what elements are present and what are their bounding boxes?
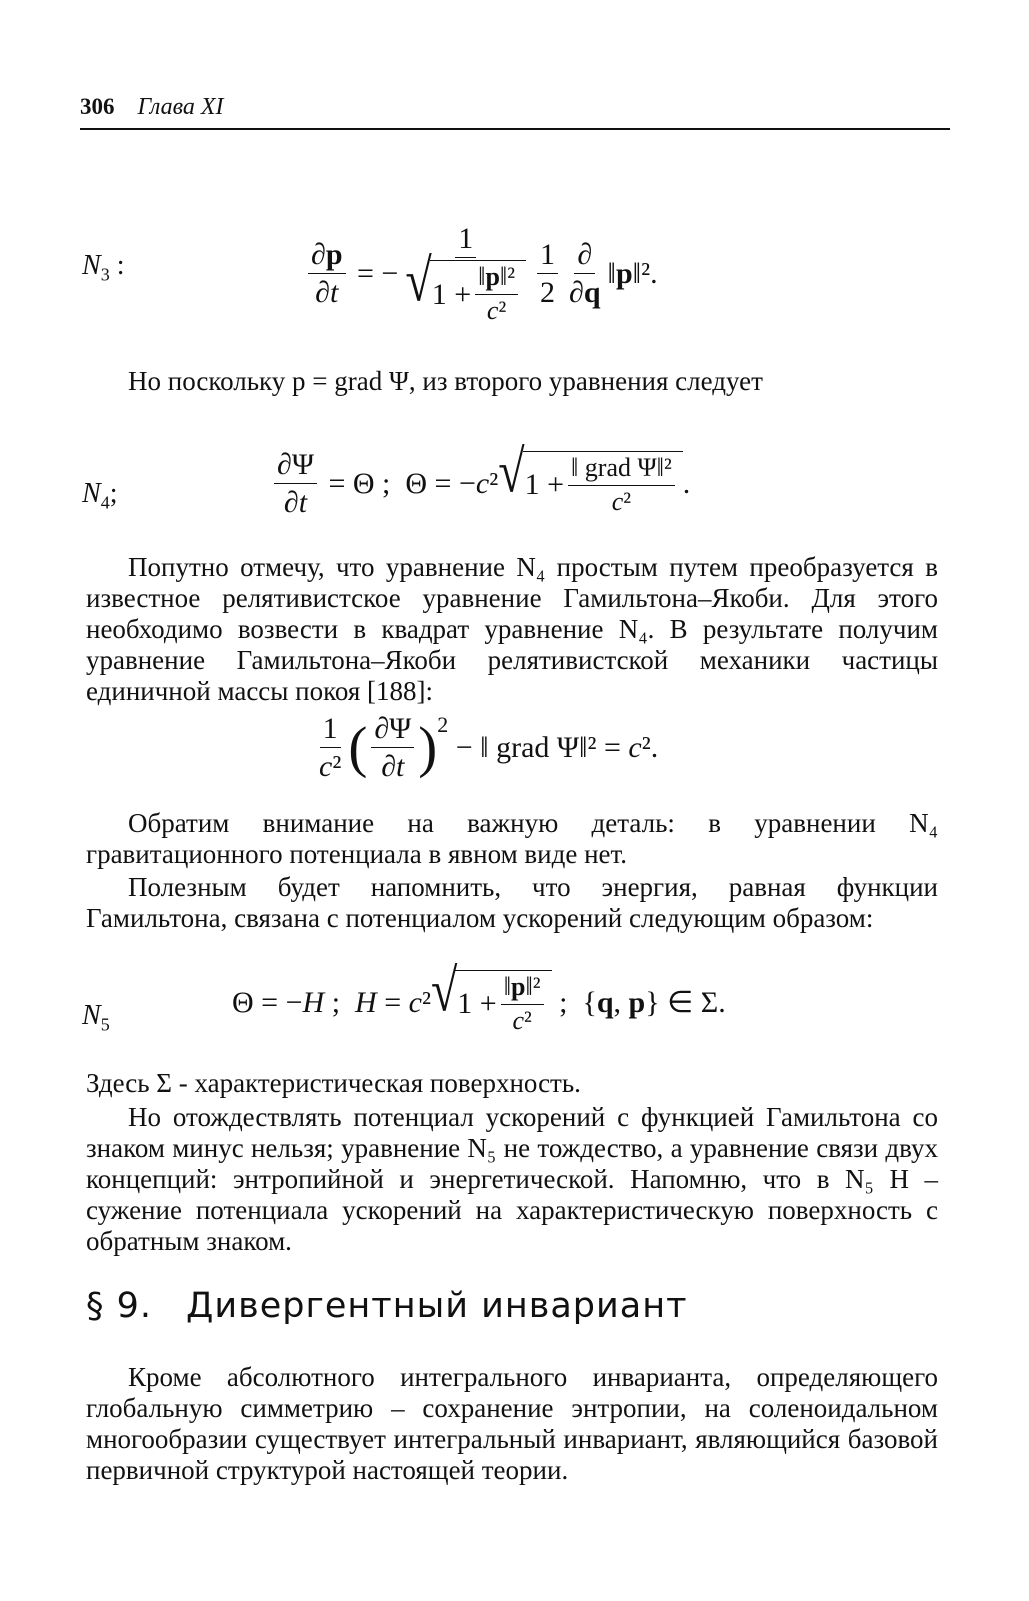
equation-n5: Θ = −H ; H = c² √ 1 + $\frac{\text{‖p‖²}}{\text{c²}}$ ; {q, p} ∈ Σ.: [232, 958, 726, 1035]
paragraph-4: Полезным будет напомнить, что энергия, равная функции Гамильтона, связана с потенциалом ускорений следующим образом:: [86, 872, 938, 933]
equation-label-n4: $N_4$;: [82, 478, 118, 513]
chapter-title: Глава XI: [137, 94, 224, 120]
paragraph-7: Кроме абсолютного интегрального инварианта, определяющего глобальную симметрию – сохранение энтропии, на соленоидальном многообразии существует интегральный инвариант, являющийся базовой первичной структурой настоящей теории.: [86, 1362, 938, 1485]
equation-label-n3: $N_3$ :: [82, 250, 125, 285]
paragraph-5: Здесь Σ - характеристическая поверхность.: [86, 1068, 581, 1098]
equation-hamilton-jacobi: $\frac{1}{\text{c²}}$ ( $\frac{\partial\Psi}{\partial t}$ ) 2 − ‖ grad Ψ‖² = c².: [319, 712, 659, 783]
running-head: [80, 94, 950, 130]
equation-n3: $\frac{\partial p}{\partial t}$ = − 1 √ 1 + $\frac{\text{‖p‖²}}{\text{c²}}$ $\frac{1}{2}$ $\frac{\partial}{\partial q}$ ‖p‖².: [304, 222, 658, 325]
equation-label-n5: $N_5$: [82, 1000, 110, 1035]
section-number: § 9.: [86, 1286, 153, 1326]
section-title: Дивергентный инвариант: [186, 1286, 688, 1326]
paragraph-3: Обратим внимание на важную деталь: в уравнении N₄ гравитационного потенциала в явном виде нет.: [86, 808, 938, 869]
paragraph-1: Но поскольку p = grad Ψ, из второго уравнения следует: [128, 366, 763, 396]
paragraph-6: Но отождествлять потенциал ускорений с функцией Гамильтона со знаком минус нельзя; уравнение N₅ не тождество, а уравнение связи двух концепций: энтропийной и энергетической. Напомню, что в N₅ H – сужение потенциала ускорений на характеристическую поверхность с обратным знаком.: [86, 1102, 938, 1256]
section-heading: [86, 1286, 687, 1326]
equation-n4: $\frac{\partial\Psi}{\partial t}$ = Θ ; Θ = −c² √ 1 + $\frac{\text{‖ grad Ψ‖²}}{\text{c²}}$ .: [270, 448, 690, 519]
page-number: 306: [80, 94, 115, 119]
paragraph-2: Попутно отмечу, что уравнение N₄ простым путем преобразуется в известное релятивистское уравнение Гамильтона–Якоби. Для этого необходимо возвести в квадрат уравнение N₄. В результате получим уравнение Гамильтона–Якоби релятивистской механики частицы единичной массы покоя [188]:: [86, 552, 938, 706]
